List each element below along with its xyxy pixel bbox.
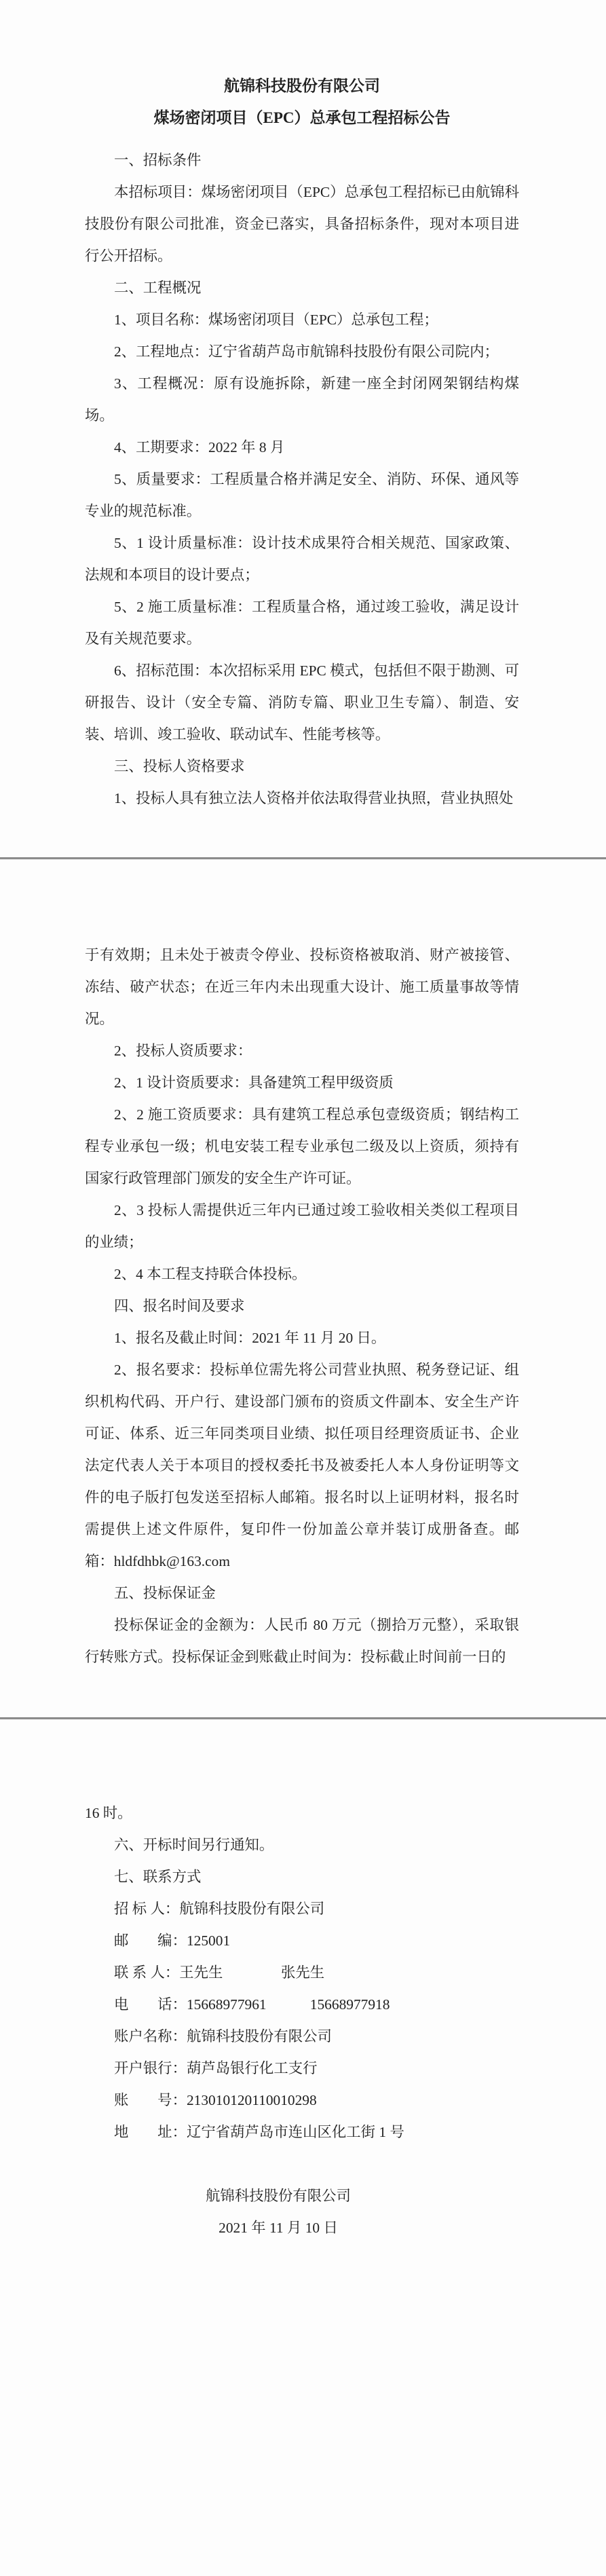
contact-value: 王先生 张先生 <box>179 1964 325 1981</box>
contact-value: 葫芦岛银行化工支行 <box>186 2060 318 2076</box>
contact-row <box>85 1893 519 1925</box>
document-paragraph: 2、2 施工资质要求：具有建筑工程总承包壹级资质；钢结构工程专业承包一级；机电安装工程专业承包二级及以上资质，须持有国家行政管理部门颁发的安全生产许可证。 <box>85 1106 519 1187</box>
document-paragraph: 三、投标人资格要求 <box>114 758 245 774</box>
contact-value: 213010120110010298 <box>186 2092 317 2108</box>
contact-row <box>85 2085 519 2116</box>
signature-block <box>187 2180 370 2244</box>
document-paragraph: 4、工期要求：2022 年 8 月 <box>114 439 285 455</box>
contact-row <box>85 2116 519 2148</box>
document-paragraph: 2、3 投标人需提供近三年内已通过竣工验收相关类似工程项目的业绩； <box>85 1202 519 1250</box>
document-paragraph: 六、开标时间另行通知。 <box>114 1837 274 1853</box>
contact-value: 15668977961 15668977918 <box>186 1996 390 2013</box>
document-paragraph: 于有效期；且未处于被责令停业、投标资格被取消、财产被接管、冻结、破产状态；在近三年内未出现重大设计、施工质量事故等情况。 <box>85 947 519 1027</box>
document-paragraph: 五、投标保证金 <box>114 1585 216 1601</box>
document-paragraph: 6、招标范围：本次招标采用 EPC 模式，包括但不限于勘测、可研报告、设计（安全专篇、消防专篇、职业卫生专篇）、制造、安装、培训、竣工验收、联动试车、性能考核等。 <box>85 662 519 743</box>
signature-date: 2021 年 11 月 10 日 <box>219 2220 338 2236</box>
title-block <box>85 70 519 134</box>
contact-label: 账户名称： <box>114 2028 187 2045</box>
document-paragraph: 1、报名及截止时间：2021 年 11 月 20 日。 <box>114 1330 386 1346</box>
signature-company: 航锦科技股份有限公司 <box>206 2188 351 2204</box>
page-1 <box>0 0 606 857</box>
contact-row <box>85 1957 519 1989</box>
document-paragraph: 一、招标条件 <box>114 152 202 168</box>
document-paragraph: 投标保证金的金额为：人民币 80 万元（捌拾万元整），采取银行转账方式。投标保证金到账截止时间为：投标截止时间前一日的 <box>85 1617 519 1665</box>
page-1-body <box>85 145 519 815</box>
contact-list <box>85 1893 519 2148</box>
document-paragraph: 七、联系方式 <box>114 1869 202 1885</box>
contact-value: 航锦科技股份有限公司 <box>179 1901 325 1917</box>
document-paragraph: 2、工程地点：辽宁省葫芦岛市航锦科技股份有限公司院内； <box>114 343 499 360</box>
document-paragraph: 四、报名时间及要求 <box>114 1298 245 1314</box>
document-paragraph: 5、质量要求：工程质量合格并满足安全、消防、环保、通风等专业的规范标准。 <box>85 471 519 519</box>
contact-value: 125001 <box>186 1933 231 1949</box>
document-paragraph: 16 时。 <box>85 1805 132 1821</box>
document-paragraph: 2、报名要求：投标单位需先将公司营业执照、税务登记证、组织机构代码、开户行、建设部门颁布的资质文件副本、安全生产许可证、体系、近三年同类项目业绩、拟任项目经理资质证书、企业法定代表人关于本项目的授权委托书及被委托人本人身份证明等文件的电子版打包发送至招标人邮箱。报名时以上证明材料，报名时需提供上述文件原件，复印件一份加盖公章并装订成册备查。邮箱：hldfdhbk@163.com <box>85 1362 519 1569</box>
document-paragraph: 2、4 本工程支持联合体投标。 <box>114 1266 307 1282</box>
contact-value: 航锦科技股份有限公司 <box>186 2028 332 2045</box>
contact-row <box>85 1989 519 2021</box>
contact-label: 联 系 人： <box>114 1964 180 1981</box>
page-2-body <box>85 939 519 1673</box>
contact-label: 邮 编： <box>114 1933 187 1949</box>
page-2 <box>0 859 606 1717</box>
page-3 <box>0 1719 606 2576</box>
document-paragraph: 1、投标人具有独立法人资格并依法取得营业执照，营业执照处 <box>114 790 514 806</box>
document-paragraph: 1、项目名称：煤场密闭项目（EPC）总承包工程； <box>114 312 438 328</box>
contact-row <box>85 1925 519 1957</box>
contact-label: 开户银行： <box>114 2060 187 2076</box>
document-paragraph: 2、投标人资质要求： <box>114 1043 252 1059</box>
contact-label: 电 话： <box>114 1996 187 2013</box>
document-paragraph: 二、工程概况 <box>114 280 202 296</box>
contact-row <box>85 2021 519 2053</box>
contact-row <box>85 2053 519 2085</box>
page-3-body <box>85 1797 519 1893</box>
document-paragraph: 3、工程概况：原有设施拆除，新建一座全封闭网架钢结构煤场。 <box>85 375 519 424</box>
contact-label: 账 号： <box>114 2092 187 2108</box>
document-paragraph: 5、1 设计质量标准：设计技术成果符合相关规范、国家政策、法规和本项目的设计要点； <box>85 535 519 583</box>
document-paragraph: 2、1 设计资质要求：具备建筑工程甲级资质 <box>114 1075 394 1091</box>
document-paragraph: 5、2 施工质量标准：工程质量合格，通过竣工验收，满足设计及有关规范要求。 <box>85 599 519 647</box>
announcement-title: 煤场密闭项目（EPC）总承包工程招标公告 <box>153 109 451 126</box>
company-title: 航锦科技股份有限公司 <box>224 77 380 94</box>
contact-label: 招 标 人： <box>114 1901 180 1917</box>
contact-value: 辽宁省葫芦岛市连山区化工街 1 号 <box>186 2124 404 2140</box>
document-paragraph: 本招标项目：煤场密闭项目（EPC）总承包工程招标已由航锦科技股份有限公司批准，资金已落实，具备招标条件，现对本项目进行公开招标。 <box>85 184 519 264</box>
contact-label: 地 址： <box>114 2124 187 2140</box>
